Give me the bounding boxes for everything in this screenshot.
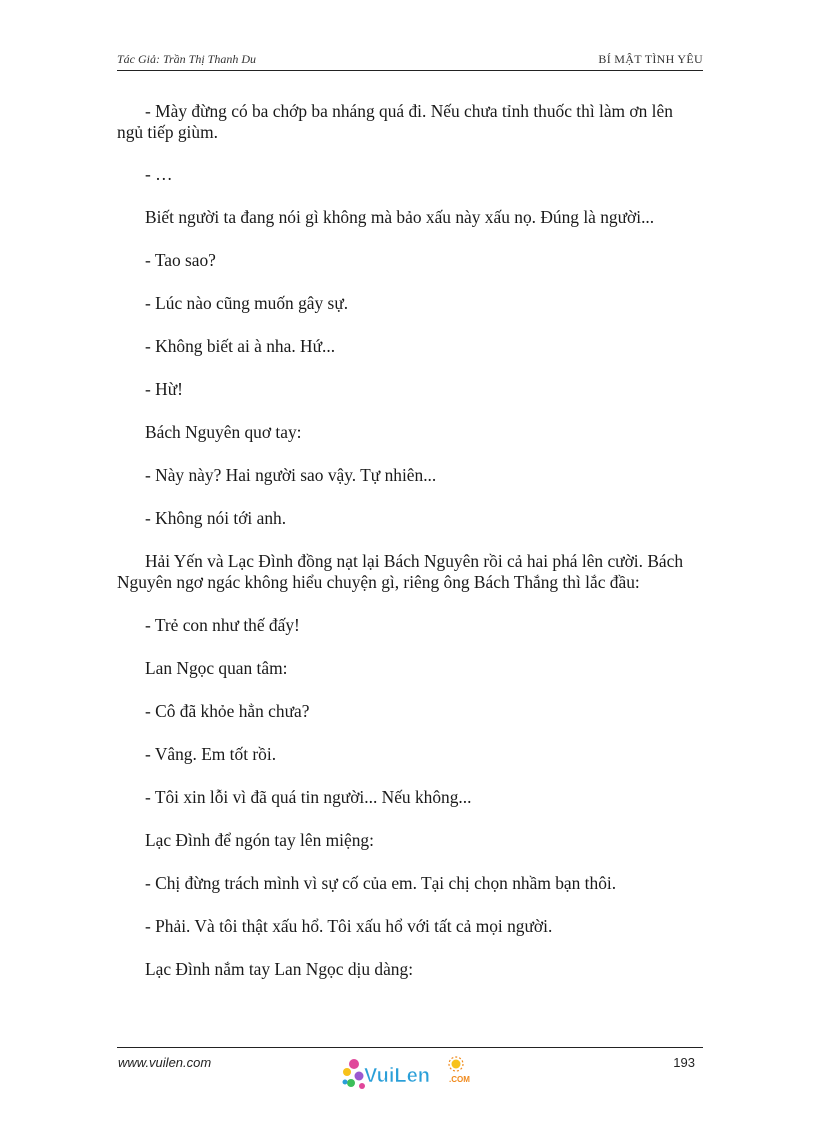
paragraph: - … [145,164,173,184]
paragraph: Biết người ta đang nói gì không mà bảo xấu này xấu nọ. Đúng là người... [145,207,655,227]
paragraph: Hải Yến và Lạc Đình đồng nạt lại Bách Nguyên rồi cả hai phá lên cười. Bách Nguyên ngơ ngác không hiểu chuyện gì, riêng ông Bách Thắng thì lắc đầu: [117,551,684,592]
paragraph: - Mày đừng có ba chớp ba nháng quá đi. Nếu chưa tỉnh thuốc thì làm ơn lên ngủ tiếp giùm. [117,101,673,142]
paragraph: - Chị đừng trách mình vì sự cố của em. Tại chị chọn nhầm bạn thôi. [145,873,617,893]
paragraph: Lan Ngọc quan tâm: [145,658,288,678]
footer-divider [117,1047,703,1048]
author-credit: Tác Giả: Trần Thị Thanh Du [117,52,257,66]
paragraph: - Hừ! [145,379,183,399]
logo-main-text: VuiLen [364,1065,430,1087]
paragraph: - Này này? Hai người sao vậy. Tự nhiên... [145,465,437,485]
vuilen-logo [342,1052,492,1092]
book-title: BÍ MẬT TÌNH YÊU [598,52,703,66]
paragraph: Lạc Đình để ngón tay lên miệng: [145,830,374,850]
page-header [117,52,703,71]
flower-icon [343,1059,366,1089]
body-text [117,101,703,980]
paragraph: - Vâng. Em tốt rồi. [145,744,277,764]
paragraph: - Tao sao? [145,250,216,270]
paragraph: - Tôi xin lỗi vì đã quá tin người... Nếu không... [145,787,472,807]
paragraph: - Phải. Và tôi thật xấu hổ. Tôi xấu hổ với tất cả mọi người. [145,916,553,936]
logo-suffix-text: .COM [449,1075,470,1084]
website-link[interactable]: www.vuilen.com [118,1055,212,1070]
page-number: 193 [673,1055,695,1070]
paragraph: - Lúc nào cũng muốn gây sự. [145,293,349,313]
paragraph: - Không nói tới anh. [145,508,287,528]
paragraph: - Trẻ con như thế đấy! [145,615,300,635]
paragraph: Lạc Đình nắm tay Lan Ngọc dịu dàng: [145,959,414,979]
paragraph: Bách Nguyên quơ tay: [145,422,302,442]
paragraph: - Không biết ai à nha. Hứ... [145,336,336,356]
paragraph: - Cô đã khỏe hẳn chưa? [145,701,310,721]
sun-icon [449,1057,463,1071]
